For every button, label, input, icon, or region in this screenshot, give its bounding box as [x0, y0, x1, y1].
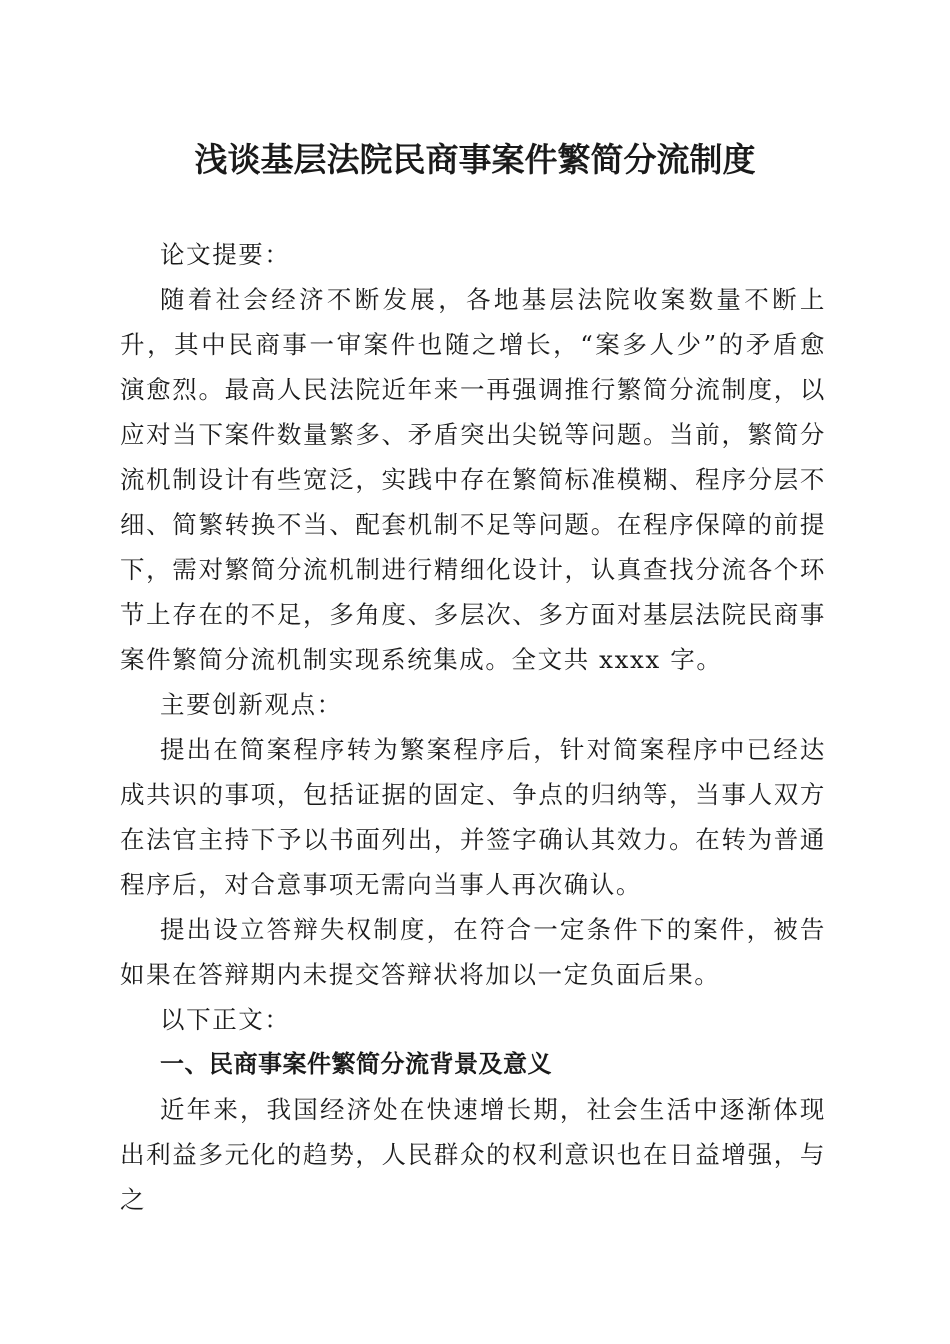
document-body	[120, 232, 826, 1222]
abstract-paragraph: 随着社会经济不断发展，各地基层法院收案数量不断上升，其中民商事一审案件也随之增长，“案多人少”的矛盾愈演愈烈。最高人民法院近年来一再强调推行繁简分流制度，以应对当下案件数量繁多、矛盾突出尖锐等问题。当前，繁简分流机制设计有些宽泛，实践中存在繁简标准模糊、程序分层不细、简繁转换不当、配套机制不足等问题。在程序保障的前提下，需对繁简分流机制进行精细化设计，认真查找分流各个环节上存在的不足，多角度、多层次、多方面对基层法院民商事案件繁简分流机制实现系统集成。全文共 xxxx 字。	[120, 285, 826, 674]
main-text-label: 以下正文：	[160, 1005, 291, 1034]
section-heading-1: 一、民商事案件繁简分流背景及意义	[160, 1050, 552, 1078]
abstract-label: 论文提要：	[160, 240, 291, 269]
innovation-paragraph-1: 提出在简案程序转为繁案程序后，针对简案程序中已经达成共识的事项，包括证据的固定、争点的归纳等，当事人双方在法官主持下予以书面列出，并签字确认其效力。在转为普通程序后，对合意事项无需向当事人再次确认。	[120, 735, 826, 899]
section-1-paragraph: 近年来，我国经济处在快速增长期，社会生活中逐渐体现出利益多元化的趋势，人民群众的权利意识也在日益增强，与之	[120, 1095, 826, 1214]
document-title: 浅谈基层法院民商事案件繁简分流制度	[194, 140, 756, 179]
innovation-label: 主要创新观点：	[160, 690, 343, 719]
innovation-paragraph-2: 提出设立答辩失权制度，在符合一定条件下的案件，被告如果在答辩期内未提交答辩状将加以一定负面后果。	[120, 915, 826, 989]
